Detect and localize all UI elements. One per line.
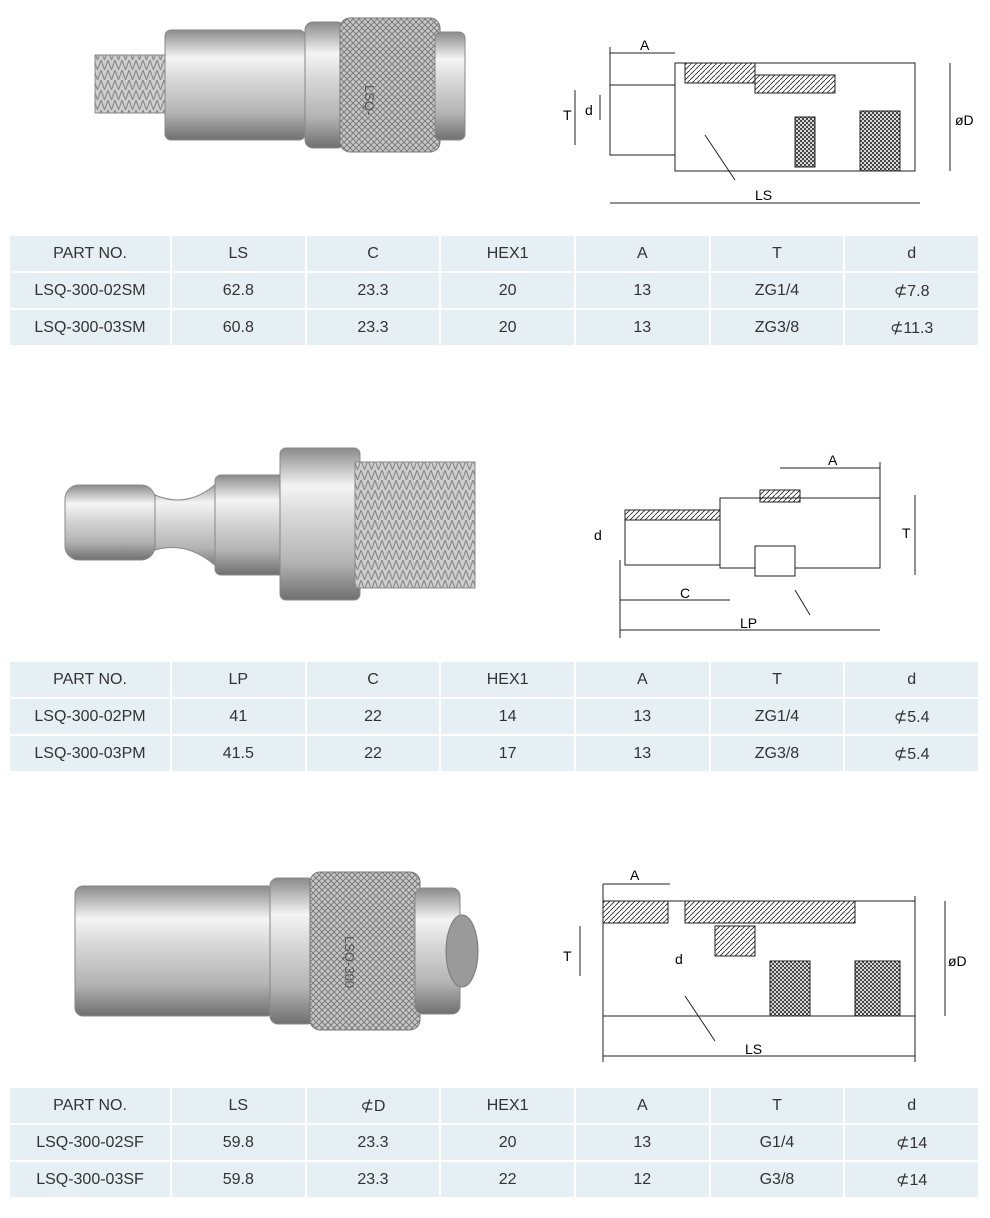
- table-cell: 23.3: [307, 1162, 440, 1197]
- column-header: LP: [172, 662, 305, 697]
- table-cell: 22: [307, 736, 440, 771]
- table-cell: 13: [576, 699, 709, 734]
- table-cell: 12: [576, 1162, 709, 1197]
- dim-label-d: d: [585, 102, 593, 118]
- table-cell: 22: [441, 1162, 574, 1197]
- technical-drawing-socket-female: [555, 866, 975, 1066]
- table-cell: LSQ-300-02SM: [10, 273, 170, 308]
- table-cell: 20: [441, 310, 574, 345]
- technical-drawing-plug-male: [580, 450, 980, 640]
- column-header: LS: [172, 236, 305, 271]
- technical-drawing-socket-male: [555, 35, 975, 215]
- column-header: T: [711, 662, 844, 697]
- column-header: C: [307, 662, 440, 697]
- table-cell: ZG1/4: [711, 273, 844, 308]
- dim-label-d: d: [675, 951, 683, 967]
- table-cell: 41.5: [172, 736, 305, 771]
- table-row: [10, 310, 978, 345]
- dim-label-d: d: [594, 527, 602, 543]
- table-cell: ZG3/8: [711, 310, 844, 345]
- photo-marking: LSQ-: [362, 85, 377, 116]
- column-header: d: [845, 1088, 978, 1123]
- table-cell: 23.3: [307, 310, 440, 345]
- column-header: A: [576, 1088, 709, 1123]
- table-cell: 13: [576, 273, 709, 308]
- column-header: d: [845, 236, 978, 271]
- spec-table-plug-male: [8, 660, 980, 773]
- table-cell: LSQ-300-03PM: [10, 736, 170, 771]
- column-header: A: [576, 236, 709, 271]
- product-photo-socket-male: [80, 10, 480, 180]
- table-cell: 13: [576, 310, 709, 345]
- table-header-row: [10, 1088, 978, 1123]
- table-cell: 20: [441, 1125, 574, 1160]
- column-header: LS: [172, 1088, 305, 1123]
- table-cell: ⊄7.8: [845, 273, 978, 308]
- table-row: [10, 1162, 978, 1197]
- table-cell: ⊄14: [845, 1162, 978, 1197]
- spec-table-socket-female: [8, 1086, 980, 1199]
- dim-label-od: øD: [948, 953, 967, 969]
- dim-label-t: T: [563, 948, 572, 964]
- column-header: HEX1: [441, 1088, 574, 1123]
- column-header: T: [711, 236, 844, 271]
- dim-label-a: A: [630, 867, 640, 883]
- table-row: [10, 699, 978, 734]
- dim-label-a: A: [640, 37, 650, 53]
- column-header: PART NO.: [10, 662, 170, 697]
- table-cell: G3/8: [711, 1162, 844, 1197]
- dim-label-od: øD: [955, 112, 974, 128]
- table-cell: 23.3: [307, 273, 440, 308]
- table-row: [10, 736, 978, 771]
- table-cell: 59.8: [172, 1162, 305, 1197]
- section-socket-male: [0, 0, 990, 360]
- column-header: HEX1: [441, 236, 574, 271]
- table-cell: 22: [307, 699, 440, 734]
- table-cell: 62.8: [172, 273, 305, 308]
- section-plug-male: [0, 420, 990, 790]
- column-header: PART NO.: [10, 236, 170, 271]
- dim-label-t: T: [563, 107, 572, 123]
- spec-table-socket-male: [8, 234, 980, 347]
- dim-label-length: LS: [745, 1041, 763, 1057]
- table-cell: ⊄5.4: [845, 736, 978, 771]
- table-cell: 41: [172, 699, 305, 734]
- table-cell: 13: [576, 1125, 709, 1160]
- table-cell: ⊄14: [845, 1125, 978, 1160]
- product-photo-plug-male: [60, 440, 490, 610]
- table-cell: ZG1/4: [711, 699, 844, 734]
- column-header: HEX1: [441, 662, 574, 697]
- table-cell: LSQ-300-02SF: [10, 1125, 170, 1160]
- table-cell: 59.8: [172, 1125, 305, 1160]
- section-socket-female: [0, 846, 990, 1216]
- table-cell: LSQ-300-03SF: [10, 1162, 170, 1197]
- photo-marking: LSQ-300: [342, 936, 357, 989]
- column-header: d: [845, 662, 978, 697]
- dim-label-t: T: [902, 525, 911, 541]
- table-cell: 14: [441, 699, 574, 734]
- dim-label-c: C: [680, 585, 691, 601]
- table-header-row: [10, 662, 978, 697]
- table-cell: LSQ-300-02PM: [10, 699, 170, 734]
- column-header: PART NO.: [10, 1088, 170, 1123]
- table-cell: 20: [441, 273, 574, 308]
- table-cell: 60.8: [172, 310, 305, 345]
- table-cell: LSQ-300-03SM: [10, 310, 170, 345]
- table-cell: G1/4: [711, 1125, 844, 1160]
- dim-label-length: LS: [755, 187, 773, 203]
- table-cell: 17: [441, 736, 574, 771]
- table-row: [10, 273, 978, 308]
- table-cell: ZG3/8: [711, 736, 844, 771]
- table-cell: ⊄5.4: [845, 699, 978, 734]
- table-cell: 13: [576, 736, 709, 771]
- table-cell: 23.3: [307, 1125, 440, 1160]
- column-header: C: [307, 236, 440, 271]
- column-header: ⊄D: [307, 1088, 440, 1123]
- table-cell: ⊄11.3: [845, 310, 978, 345]
- table-row: [10, 1125, 978, 1160]
- column-header: A: [576, 662, 709, 697]
- column-header: T: [711, 1088, 844, 1123]
- table-header-row: [10, 236, 978, 271]
- dim-label-a: A: [828, 452, 838, 468]
- product-photo-socket-female: [70, 866, 490, 1046]
- dim-label-length: LP: [740, 615, 758, 631]
